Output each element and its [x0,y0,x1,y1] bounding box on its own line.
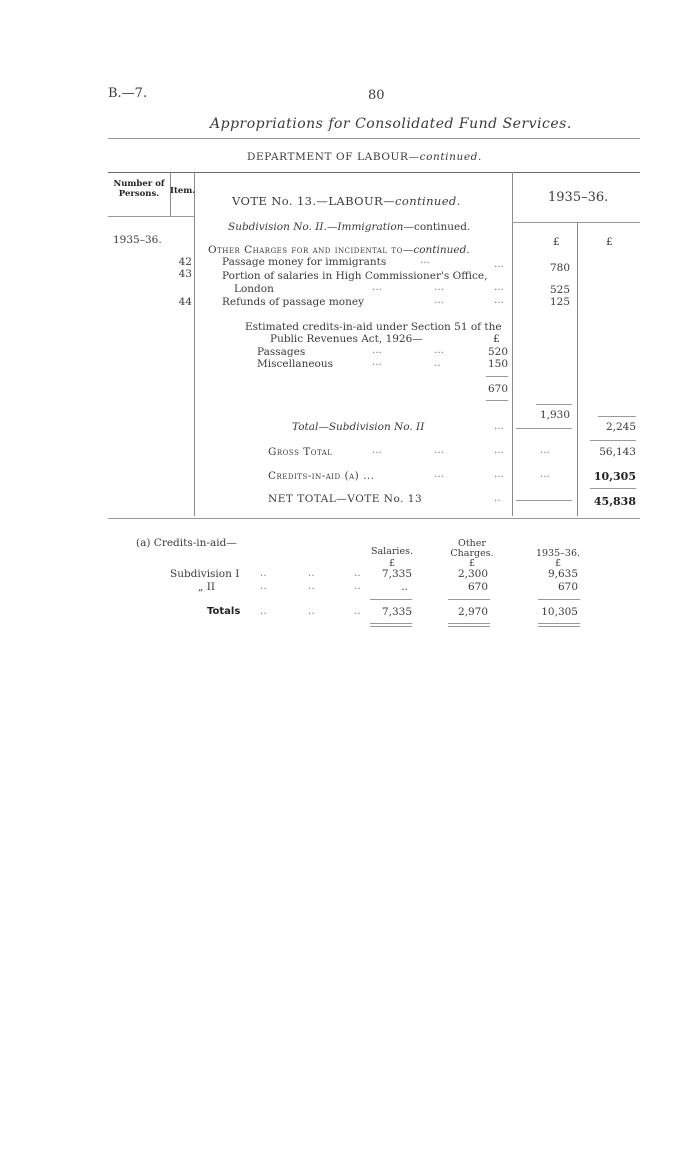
footnote-col-other: Other [458,538,486,549]
item-description-cont: London [234,283,274,295]
credit-amount: 520 [487,346,508,358]
credit-label: Passages [257,346,306,358]
credit-sum-rule [486,376,508,377]
footnote-double-rule [538,623,580,624]
credits-in-aid-value: 10,305 [593,470,636,483]
gross-total-rule [590,440,636,441]
leader-dots: ... [434,444,445,456]
col-divider-amount [512,172,513,516]
leader-dots: .. [260,567,267,579]
item-description: Refunds of passage money [222,296,365,308]
footnote-currency: £ [468,558,476,569]
total-subdivision-rule [598,416,636,417]
department-continued: —continued. [408,151,482,163]
leader-dots: ... [540,444,551,456]
item-number: 42 [178,256,192,268]
page-title: Appropriations for Consolidated Fund Services. [210,116,572,132]
footnote-double-rule [538,626,580,627]
footnote-double-rule [448,623,490,624]
footnote-col-other-2: Charges. [450,548,494,559]
leader-dots: ... [434,468,445,480]
leader-dots: ... [420,254,431,266]
vote-title: VOTE No. 13.—LABOUR [232,194,384,208]
total-subdivision-value: 2,245 [605,421,636,433]
subtotal-rule [536,404,572,405]
credits-estimate-line2: Public Revenues Act, 1926— [270,333,423,345]
leader-dots: ... [494,294,505,306]
leader-dots: ... [434,294,445,306]
footnote-double-rule [370,623,412,624]
credit-label: Miscellaneous [257,358,334,370]
header-rule [108,138,640,139]
item-description: Passage money for immigrants [222,256,387,268]
leader-dots: ... [494,444,505,456]
footnote-totals-total: 10,305 [541,606,578,618]
footnote-total: 9,635 [547,568,578,580]
year-header: 1935–36. [548,190,609,205]
col-divider-inner [577,222,578,516]
page-number: 80 [368,88,385,103]
footnote-double-rule [448,626,490,627]
subdivision-title: Subdivision No. II.—Immigration [228,221,404,233]
leader-dots: ... [434,281,445,293]
credits-in-aid-label: Credits-in-aid (a) ... [268,470,375,482]
leader-dots: .. [434,357,441,369]
footnote-double-rule [370,626,412,627]
footnote-salaries: 7,335 [381,568,412,580]
footnote-totals-salaries: 7,335 [381,606,412,618]
leader-dots: .. [260,605,267,617]
footnote-salaries: .. [401,581,408,593]
footnote-currency: £ [388,558,396,569]
net-total-dash [516,500,572,501]
table-top-rule [108,172,640,173]
subdivision-heading [228,221,470,233]
item-amount: 125 [549,296,570,308]
net-total-label: NET TOTAL—VOTE No. 13 [268,493,423,505]
net-total-value: 45,838 [593,495,636,508]
department-heading [247,151,482,163]
persons-year: 1935–36. [113,234,162,246]
department-name: DEPARTMENT OF LABOUR [247,151,409,163]
credits-total: 670 [487,383,508,395]
footnote-sum-rule [538,599,580,600]
leader-dots: .. [354,567,361,579]
header-bottom-rule-right [512,222,640,223]
other-charges-heading [208,244,470,256]
leader-dots: .. [308,605,315,617]
credits-in-aid-rule [590,488,636,489]
credits-currency: £ [493,333,500,345]
header-bottom-rule-left [108,216,194,217]
footnote-sum-rule [448,599,490,600]
leader-dots: ... [372,344,383,356]
leader-dots: ... [540,468,551,480]
leader-dots: ... [372,356,383,368]
gross-total-label: Gross Total [268,446,333,458]
footnote-col-salaries: Salaries. [371,546,413,557]
footnote-totals-other: 2,970 [457,606,488,618]
footnote-currency: £ [554,558,562,569]
footnote-row-label: Subdivision I [170,568,240,580]
vote-heading [232,194,461,208]
footnote-other: 670 [467,581,488,593]
col-header-persons: Number of Persons. [113,179,165,199]
footnote-row-label: „ II [198,581,216,593]
item-amount: 525 [549,284,570,296]
subtotal-items: 1,930 [539,409,570,421]
leader-dots: .. [308,567,315,579]
document-ref: B.—7. [108,86,148,101]
leader-dots: ... [494,420,505,432]
leader-dots: .. [260,580,267,592]
footnote-col-year: 1935–36. [535,548,581,559]
subdivision-continued: —continued. [403,221,471,233]
col-divider-item [194,172,195,516]
vote-continued: —continued. [383,194,461,208]
credits-estimate-line1: Estimated credits-in-aid under Section 51 of the [245,321,502,333]
leader-dots: .. [354,580,361,592]
total-subdivision-dash [516,428,572,429]
leader-dots: ... [494,468,505,480]
currency-col2: £ [606,236,613,248]
total-subdivision-label: Total—Subdivision No. II [292,421,425,433]
footnote-sum-rule [370,599,412,600]
leader-dots: .. [494,492,501,504]
footnote-label: (a) Credits-in-aid— [136,537,237,549]
item-number: 43 [178,268,192,280]
leader-dots: ... [372,444,383,456]
table-bottom-rule [108,518,640,519]
leader-dots: .. [308,580,315,592]
credit-amount: 150 [487,358,508,370]
leader-dots: ... [494,281,505,293]
item-amount: 780 [549,262,570,274]
footnote-total: 670 [557,581,578,593]
leader-dots: ... [434,344,445,356]
other-charges-continued: —continued. [402,244,470,256]
col-header-item: Item. [170,186,196,196]
currency-col1: £ [553,236,560,248]
other-charges-title: Other Charges for and incidental to [208,244,403,256]
leader-dots: ... [372,281,383,293]
leader-dots: .. [354,605,361,617]
credit-total-rule [486,400,508,401]
footnote-other: 2,300 [457,568,488,580]
item-number: 44 [178,296,192,308]
gross-total-value: 56,143 [599,446,636,458]
leader-dots: ... [494,258,505,270]
footnote-totals-label: Totals [207,606,241,617]
item-description: Portion of salaries in High Commissioner's Office, [222,270,488,282]
